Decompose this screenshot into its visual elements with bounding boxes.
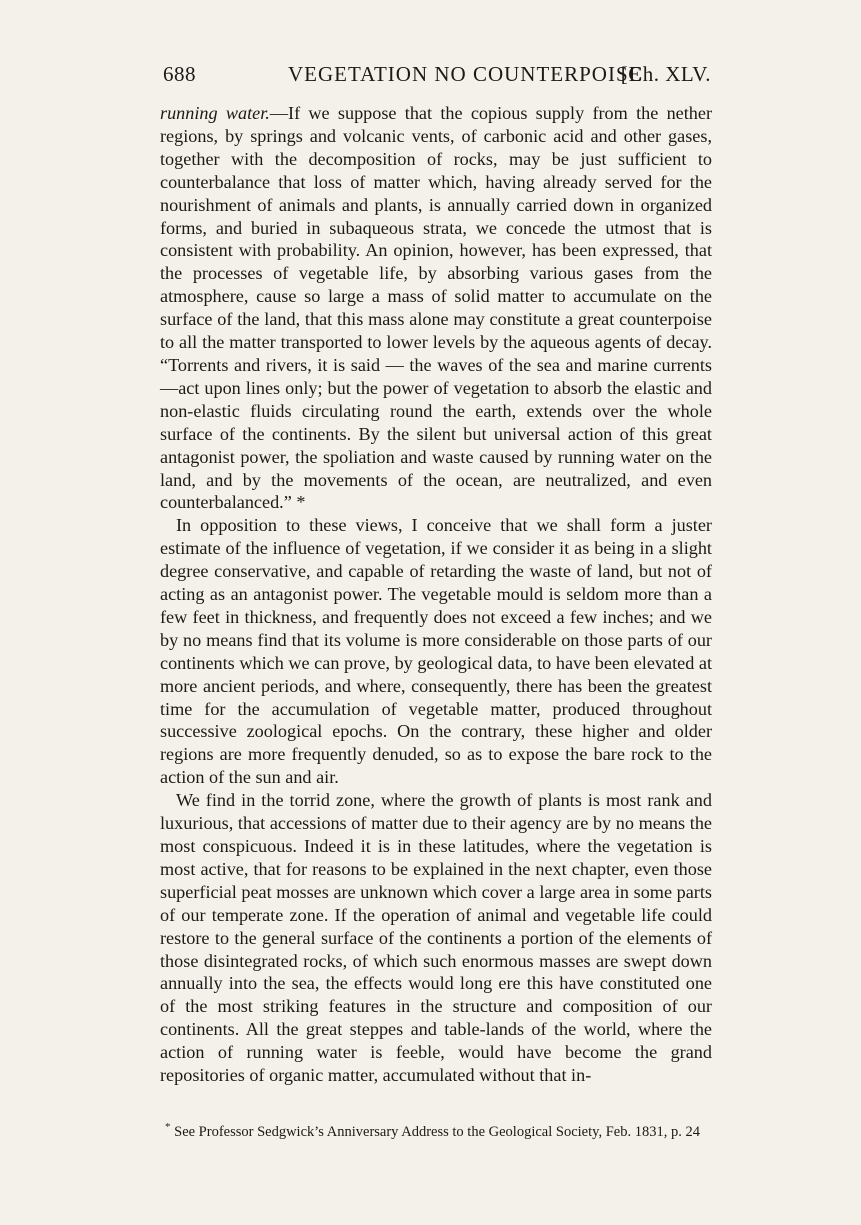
page-number: 688 bbox=[163, 62, 196, 86]
paragraph: We find in the torrid zone, where the growth of plants is most rank and luxurious, that accessions of matter due to their agency are by no means the most conspicuous. Indeed it is in these latitudes, where the vegetation is most active, that for reasons to be explained in the next chapter, even those superficial peat mosses are unknown which cover a large area in some parts of our temperate zone. If the operation of animal and vegetable life could restore to the general surface of the continents a portion of the elements of those disintegrated rocks, of which such enormous masses are swept down annually into the sea, the effects would long ere this have constituted one of the most striking features in the structure and composition of our continents. All the great steppes and table-lands of the world, where the action of running water is feeble, would have become the grand repositories of organic matter, accumulated without that in- bbox=[160, 790, 712, 1086]
running-title: VEGETATION NO COUNTERPOISE bbox=[288, 62, 643, 86]
body-text bbox=[160, 102, 712, 1087]
paragraph: In opposition to these views, I conceive that we shall form a juster estimate of the influence of vegetation, if we consider it as being in a slight degree conservative, and capable of retarding the waste of land, but not of acting as an antagonist power. The vegetable mould is seldom more than a few feet in thickness, and frequently does not exceed a few inches; and we by no means find that its volume is more considerable on those parts of our continents which we can prove, by geological data, to have been elevated at more ancient periods, and where, consequently, there has been the greatest time for the accumulation of vegetable matter, produced throughout successive zoological epochs. On the contrary, these higher and older regions are more frequently denuded, so as to expose the bare rock to the action of the sun and air. bbox=[160, 515, 712, 788]
paragraph-text: —If we suppose that the copious supply from the nether regions, by springs and volcanic vents, of carbonic acid and other gases, together with the decomposition of rocks, may be just sufficient to counterbalance that loss of matter which, having already served for the nourishment of animals and plants, is annually carried down in organized forms, and buried in subaqueous strata, we concede the utmost that is consistent with probability. An opinion, however, has been expressed, that the processes of vegetable life, by absorbing various gases from the atmosphere, cause so large a mass of solid matter to accumulate on the surface of the land, that this mass alone may constitute a great counterpoise to all the matter transported to lower levels by the aqueous agents of decay. “Torrents and rivers, it is said — the waves of the sea and marine currents—act upon lines only; but the power of vegetation to absorb the elastic and non-elastic fluids circulating round the earth, extends over the whole surface of the continents. By the silent but universal action of this great antagonist power, the spoliation and waste caused by running water on the land, and by the movements of the ocean, are neutralized, and even counterbalanced.” * bbox=[160, 103, 713, 513]
footnote bbox=[165, 1118, 710, 1142]
chapter-label: [Ch. XLV. bbox=[620, 62, 711, 86]
footnote-mark: * bbox=[165, 1121, 171, 1133]
run-in-heading: running water. bbox=[160, 103, 270, 123]
paragraph bbox=[160, 102, 712, 514]
footnote-text: See Professor Sedgwick’s Anniversary Address to the Geological Society, Feb. 1831, p. 24 bbox=[174, 1123, 700, 1140]
running-header bbox=[163, 62, 711, 92]
